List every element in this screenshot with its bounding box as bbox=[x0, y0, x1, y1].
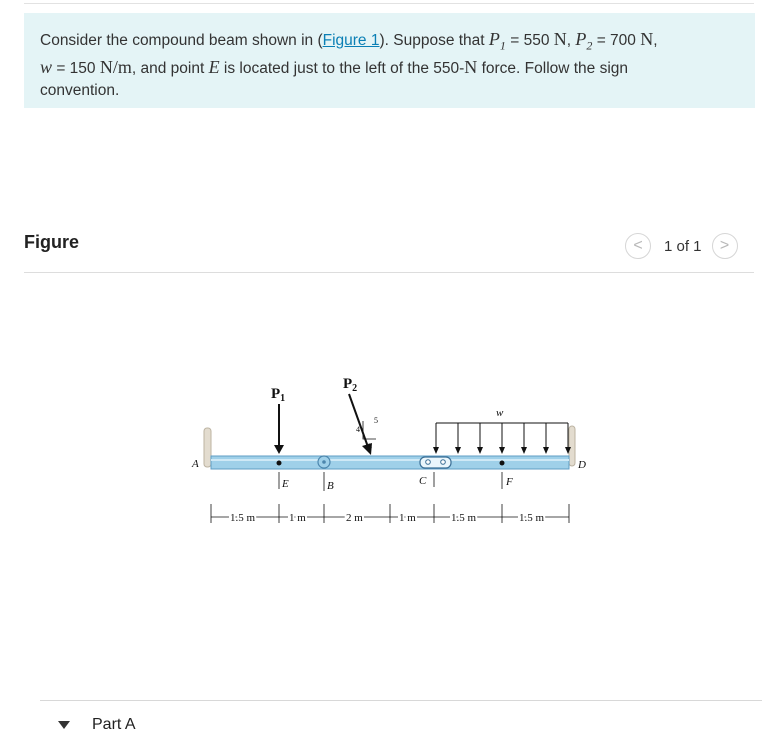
dim-label-2: 1 m bbox=[289, 512, 306, 524]
point-e-label: E bbox=[282, 478, 289, 490]
e-symbol: E bbox=[208, 57, 220, 78]
p1-label: $P_1$ bbox=[271, 386, 286, 404]
w-value: = 150 bbox=[52, 60, 100, 78]
part-a-label: Part A bbox=[92, 716, 136, 733]
dim-label-1: 1.5 m bbox=[230, 512, 256, 524]
p1-arrow-head bbox=[274, 445, 284, 454]
p2-symbol: $P_2$ bbox=[575, 29, 593, 53]
unit-newton: N bbox=[640, 29, 654, 49]
p1-symbol: $P_1$ bbox=[488, 29, 506, 53]
p2-value: = 700 bbox=[592, 32, 641, 49]
collapse-triangle-icon[interactable] bbox=[58, 721, 70, 729]
dim-label-5: 1.5 m bbox=[451, 512, 477, 524]
figure-heading: Figure bbox=[24, 232, 80, 252]
roller-c-pin bbox=[441, 460, 446, 465]
part-a-header[interactable] bbox=[58, 716, 136, 734]
unit-newton: N bbox=[464, 57, 478, 78]
problem-text-segment: convention. bbox=[40, 81, 120, 99]
right-wall-support bbox=[569, 426, 575, 466]
left-wall-support bbox=[204, 428, 211, 467]
point-c-label: C bbox=[419, 475, 427, 487]
problem-text-segment: force. Follow the sign bbox=[477, 60, 629, 78]
slope-label-4: 4 bbox=[356, 425, 360, 434]
load-arrow-head bbox=[499, 447, 505, 454]
dim-label-6: 1.5 m bbox=[519, 512, 545, 524]
w-symbol: w bbox=[40, 57, 53, 78]
unit-newton: N bbox=[553, 29, 567, 49]
load-arrow-head bbox=[433, 447, 439, 454]
beam bbox=[211, 456, 569, 469]
problem-text-segment: , bbox=[653, 32, 658, 49]
w-label: w bbox=[496, 407, 504, 419]
dimension-ticks bbox=[211, 504, 569, 523]
point-f-label: F bbox=[506, 476, 513, 488]
problem-text-segment: , bbox=[566, 32, 576, 49]
figure-link[interactable]: Figure 1 bbox=[322, 32, 380, 49]
unit-newton-per-meter: N/m bbox=[99, 57, 132, 78]
point-e-marker bbox=[277, 461, 282, 466]
roller-c-pin bbox=[426, 460, 431, 465]
p1-value: = 550 bbox=[505, 32, 554, 49]
distributed-load-arrows bbox=[433, 423, 571, 454]
slope-label-5: 5 bbox=[374, 416, 378, 425]
problem-text-segment: ). Suppose that bbox=[379, 32, 489, 49]
roller-c bbox=[420, 457, 451, 468]
chevron-right-icon: > bbox=[719, 237, 730, 254]
point-d-label: D bbox=[578, 459, 586, 471]
load-arrow-head bbox=[477, 447, 483, 454]
dim-label-3: 2 m bbox=[346, 512, 363, 524]
load-arrow-head bbox=[543, 447, 549, 454]
problem-text-segment: is located just to the left of the 550- bbox=[219, 60, 465, 78]
dim-label-4: 1 m bbox=[399, 512, 416, 524]
p2-label: $P_2$ bbox=[343, 376, 358, 394]
problem-text-segment: , and point bbox=[131, 60, 209, 78]
point-f-marker bbox=[500, 461, 505, 466]
point-b-label: B bbox=[327, 480, 334, 492]
load-arrow-head bbox=[521, 447, 527, 454]
pin-b-center bbox=[322, 460, 326, 464]
chevron-left-icon: < bbox=[633, 237, 643, 254]
problem-text-segment: Consider the compound beam shown in ( bbox=[40, 32, 323, 49]
pager-count: 1 of 1 bbox=[664, 237, 702, 255]
parts-divider bbox=[40, 700, 762, 701]
point-a-label: A bbox=[192, 458, 199, 470]
load-arrow-head bbox=[455, 447, 461, 454]
slope-label-3: 3 bbox=[368, 442, 372, 451]
